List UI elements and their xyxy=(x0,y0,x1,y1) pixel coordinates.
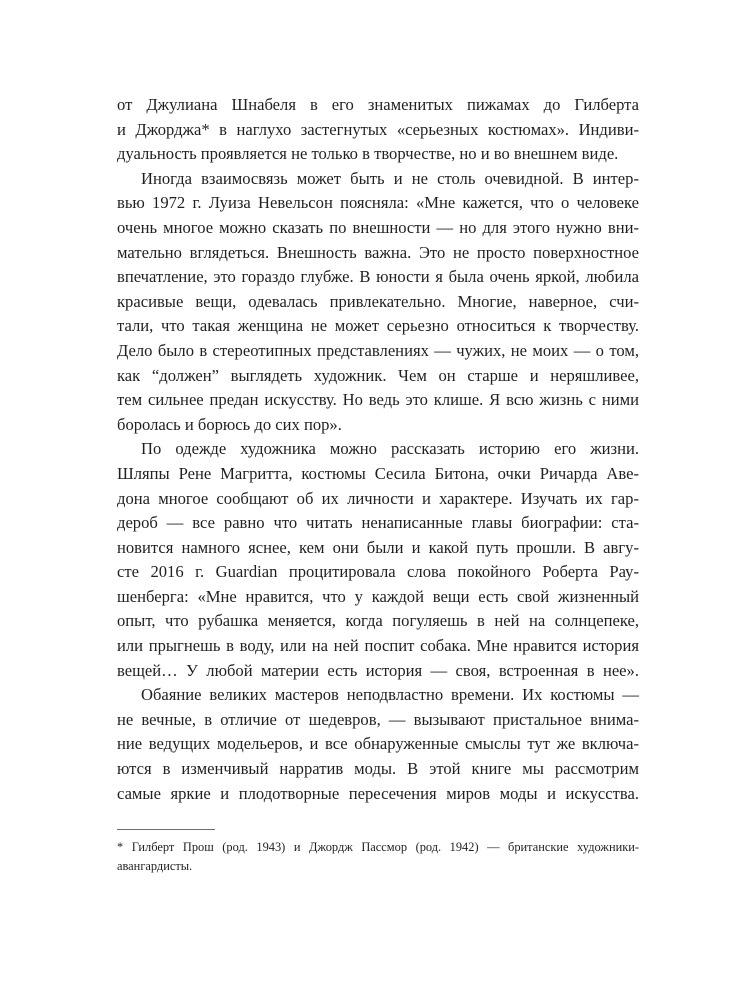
paragraph-3 xyxy=(117,437,639,683)
text-line: Обаяние великих мастеров неподвластно времени. Их костюмы — xyxy=(141,685,639,705)
text-line: красивые вещи, одевалась привлекательно. Многие, наверное, счи- xyxy=(117,291,639,311)
text-line: вью 1972 г. Луиза Невельсон поясняла: «Мне кажется, что о человеке xyxy=(117,193,639,213)
text-line: тали, что такая женщина не может серьезно относиться к творчеству. xyxy=(117,316,639,336)
text-line: мательно вглядеться. Внешность важна. Это не просто поверхностное xyxy=(117,242,639,262)
paragraph-1 xyxy=(117,93,639,167)
text-line: Иногда взаимосвязь может быть и не столь очевидной. В интер- xyxy=(141,168,639,188)
text-line: ние ведущих модельеров, и все обнаруженные смыслы тут же включа- xyxy=(117,734,639,754)
text-line: впечатление, это гораздо глубже. В юности я была очень яркой, любила xyxy=(117,267,639,287)
footnote xyxy=(117,838,639,876)
footnote-divider xyxy=(117,829,215,830)
text-line: очень многое можно сказать по внешности — но для этого нужно вни- xyxy=(117,217,639,237)
text-line: самые яркие и плодотворные пересечения миров моды и искусства. xyxy=(117,783,639,803)
text-line: сте 2016 г. Guardian процитировала слова покойного Роберта Рау- xyxy=(117,562,639,582)
text-line: новится намного яснее, кем они были и какой путь прошли. В авгу- xyxy=(117,537,639,557)
footnote-line: * Гилберт Прош (род. 1943) и Джордж Пассмор (род. 1942) — британские художники- xyxy=(117,840,639,854)
text-line: тем сильнее предан искусству. Но ведь это клише. Я всю жизнь с ними xyxy=(117,390,639,410)
text-line: дероб — все равно что читать ненаписанные главы биографии: ста- xyxy=(117,513,639,533)
text-line: не вечные, в отличие от шедевров, — вызывают пристальное внима- xyxy=(117,709,639,729)
text-line: боролась и борюсь до сих пор». xyxy=(117,414,342,434)
text-line: как “должен” выглядеть художник. Чем он старше и неряшливее, xyxy=(117,365,639,385)
text-line: или прыгнешь в воду, или на ней поспит собака. Мне нравится история xyxy=(117,636,639,656)
text-line: шенберга: «Мне нравится, что у каждой вещи есть свой жизненный xyxy=(117,586,639,606)
text-line: ются в изменчивый нарратив моды. В этой книге мы рассмотрим xyxy=(117,759,639,779)
text-line: Шляпы Рене Магритта, костюмы Сесила Битона, очки Ричарда Аве- xyxy=(117,463,639,483)
main-text xyxy=(117,93,639,806)
text-line: Дело было в стереотипных представлениях — чужих, не моих — о том, xyxy=(117,340,639,360)
text-line: и Джорджа* в наглухо застегнутых «серьезных костюмах». Индиви- xyxy=(117,119,639,139)
text-line: дуальность проявляется не только в творчестве, но и во внешнем виде. xyxy=(117,144,619,164)
text-line: По одежде художника можно рассказать историю его жизни. xyxy=(141,439,639,459)
paragraph-4 xyxy=(117,683,639,806)
text-line: вещей… У любой материи есть история — своя, встроенная в нее». xyxy=(117,660,639,680)
paragraph-2 xyxy=(117,167,639,438)
text-line: опыт, что рубашка меняется, когда погуляешь в ней на солнцепеке, xyxy=(117,611,639,631)
footnote-line: авангардисты. xyxy=(117,859,193,873)
text-line: дона многое сообщают об их личности и характере. Изучать их гар- xyxy=(117,488,639,508)
text-line: от Джулиана Шнабеля в его знаменитых пижамах до Гилберта xyxy=(117,95,639,114)
